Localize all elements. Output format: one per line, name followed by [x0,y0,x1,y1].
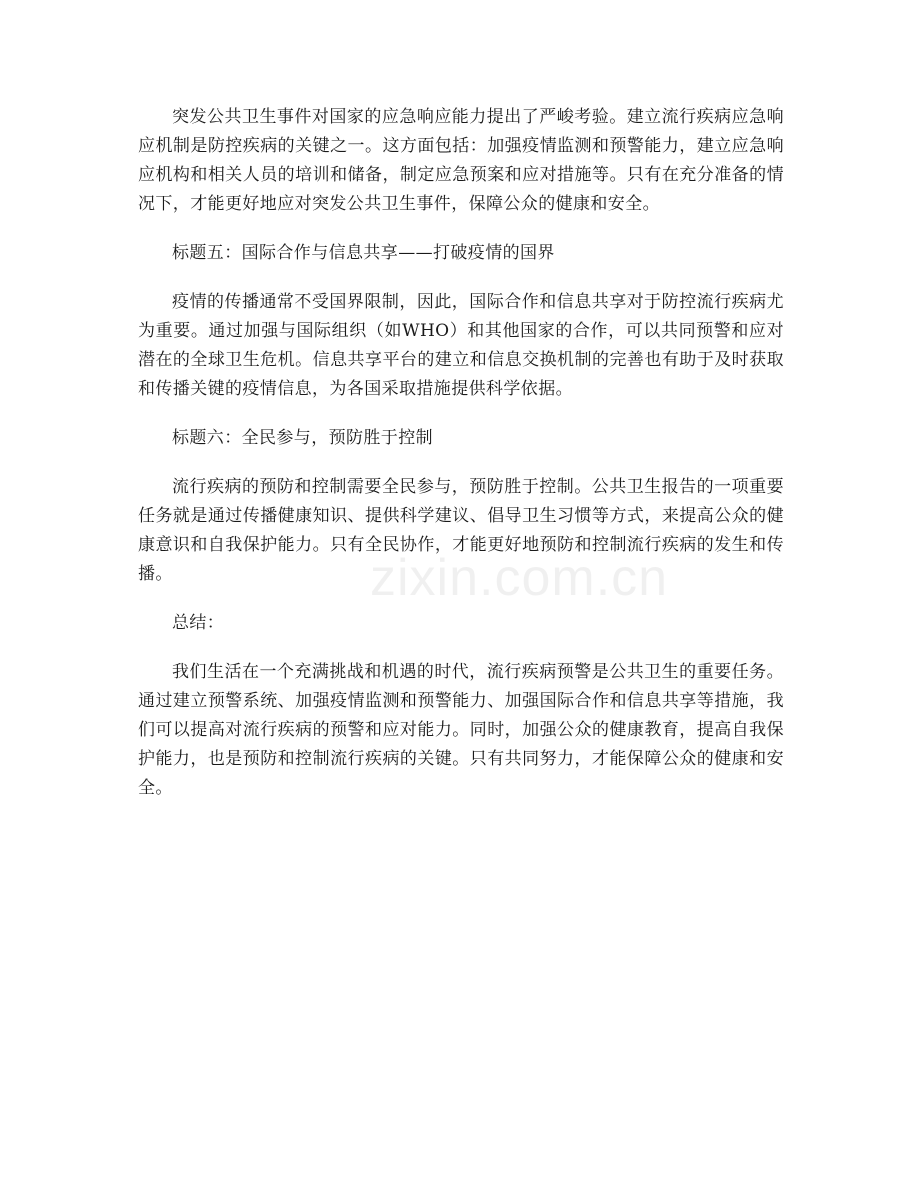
watermark: zixin.com.cn [370,549,669,607]
body-paragraph: 流行疾病的预防和控制需要全民参与，预防胜于控制。公共卫生报告的一项重要任务就是通过传播健康知识、提供科学建议、倡导卫生习惯等方式，来提高公众的健康意识和自我保护能力。只有全民协作，才能更好地预防和控制流行疾病的发生和传播。 [138,477,784,584]
body-paragraph: 突发公共卫生事件对国家的应急响应能力提出了严峻考验。建立流行疾病应急响应机制是防控疾病的关键之一。这方面包括：加强疫情监测和预警能力，建立应急响应机构和相关人员的培训和储备，制定应急预案和应对措施等。只有在充分准备的情况下，才能更好地应对突发公共卫生事件，保障公众的健康和安全。 [138,107,784,214]
body-paragraph: 我们生活在一个充满挑战和机遇的时代，流行疾病预警是公共卫生的重要任务。通过建立预警系统、加强疫情监测和预警能力、加强国际合作和信息共享等措施，我们可以提高对流行疾病的预警和应对能力。同时，加强公众的健康教育，提高自我保护能力，也是预防和控制流行疾病的关键。只有共同努力，才能保障公众的健康和安全。 [138,662,784,798]
section-heading: 标题五：国际合作与信息共享——打破疫情的国界 [172,243,555,263]
body-paragraph: 疫情的传播通常不受国界限制，因此，国际合作和信息共享对于防控流行疾病尤为重要。通过加强与国际组织（如WHO）和其他国家的合作，可以共同预警和应对潜在的全球卫生危机。信息共享平台的建立和信息交换机制的完善也有助于及时获取和传播关键的疫情信息，为各国采取措施提供科学依据。 [138,292,784,399]
document-body [138,103,784,823]
section-heading: 标题六：全民参与，预防胜于控制 [172,428,433,448]
summary-heading: 总结： [172,613,225,633]
